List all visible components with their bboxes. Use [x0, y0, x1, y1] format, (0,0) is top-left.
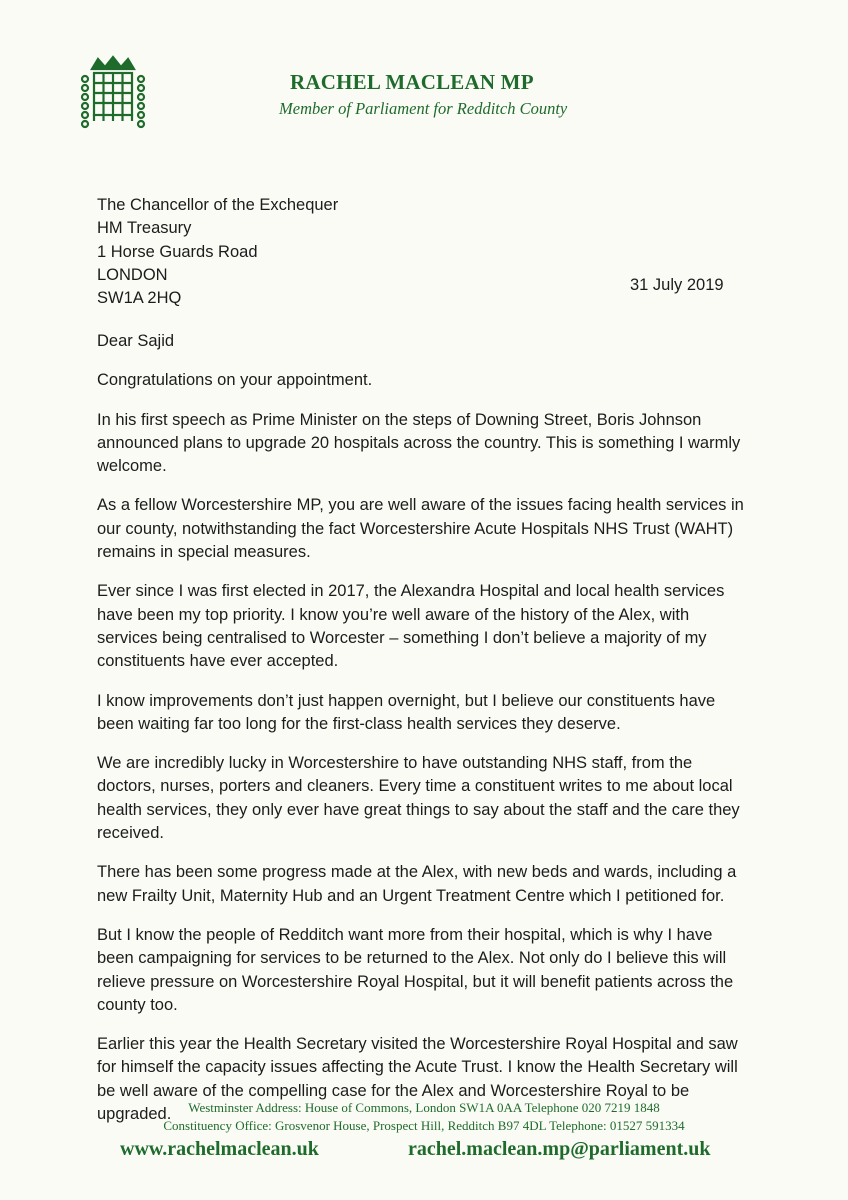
address-line: 1 Horse Guards Road: [97, 242, 258, 261]
salutation: Dear Sajid: [97, 332, 175, 350]
paragraph: There has been some progress made at the Alex, with new beds and wards, including a new Frailty Unit, Maternity Hub and an Urgent Treatment Centre which I petitioned for.: [97, 863, 737, 905]
letterhead-name: RACHEL MACLEAN MP: [290, 70, 534, 94]
paragraph: Congratulations on your appointment.: [97, 371, 373, 390]
paragraph: Earlier this year the Health Secretary visited the Worcestershire Royal Hospital and saw for himself the capacity issues affecting the Acute Trust. I know the Health Secretary will be well aware of the compelling case for the Alex and Worcestershire Royal to be upgraded.: [97, 1035, 738, 1124]
footer-email-link[interactable]: rachel.maclean.mp@parliament.uk: [408, 1138, 711, 1160]
paragraph: We are incredibly lucky in Worcestershire to have outstanding NHS staff, from the doctors, nurses, porters and cleaners. Every time a constituent writes to me about local health services, they only ever have great things to say about the staff and the care they received.: [97, 754, 740, 843]
paragraph: As a fellow Worcestershire MP, you are well aware of the issues facing health services in our county, notwithstanding the fact Worcestershire Acute Hospitals NHS Trust (WAHT) remains in special measures.: [97, 496, 744, 562]
paragraph: Ever since I was first elected in 2017, the Alexandra Hospital and local health services have been my top priority. I know you’re well aware of the history of the Alex, with services being centralised to Worcester – something I don’t believe a majority of my constituents have ever accepted.: [97, 582, 725, 671]
letterhead-subtitle: Member of Parliament for Redditch County: [279, 99, 568, 118]
paragraph: In his first speech as Prime Minister on the steps of Downing Street, Boris Johnson announced plans to upgrade 20 hospitals across the country. This is something I warmly welcome.: [97, 410, 741, 476]
recipient-address: [97, 194, 338, 310]
address-line: SW1A 2HQ: [97, 289, 182, 308]
footer-westminster-address: Westminster Address: House of Commons, London SW1A 0AA Telephone 020 7219 1848: [188, 1100, 660, 1115]
footer-constituency-address: Constituency Office: Grosvenor House, Prospect Hill, Redditch B97 4DL Telephone: 01527 591334: [163, 1118, 685, 1133]
paragraph: I know improvements don’t just happen overnight, but I believe our constituents have been waiting far too long for the first-class health services they deserve.: [97, 691, 716, 733]
footer-website-link[interactable]: www.rachelmaclean.uk: [120, 1138, 319, 1160]
address-line: The Chancellor of the Exchequer: [97, 196, 339, 214]
address-line: HM Treasury: [97, 219, 192, 238]
portcullis-icon: [80, 55, 146, 131]
letter-body: [97, 330, 752, 1142]
address-line: LONDON: [97, 265, 168, 284]
letter-date: 31 July 2019: [630, 276, 724, 294]
paragraph: But I know the people of Redditch want more from their hospital, which is why I have been campaigning for services to be returned to the Alex. Not only do I believe this will relieve pressure on Worcestershire Royal Hospital, but it will benefit patients across the county too.: [97, 925, 734, 1014]
